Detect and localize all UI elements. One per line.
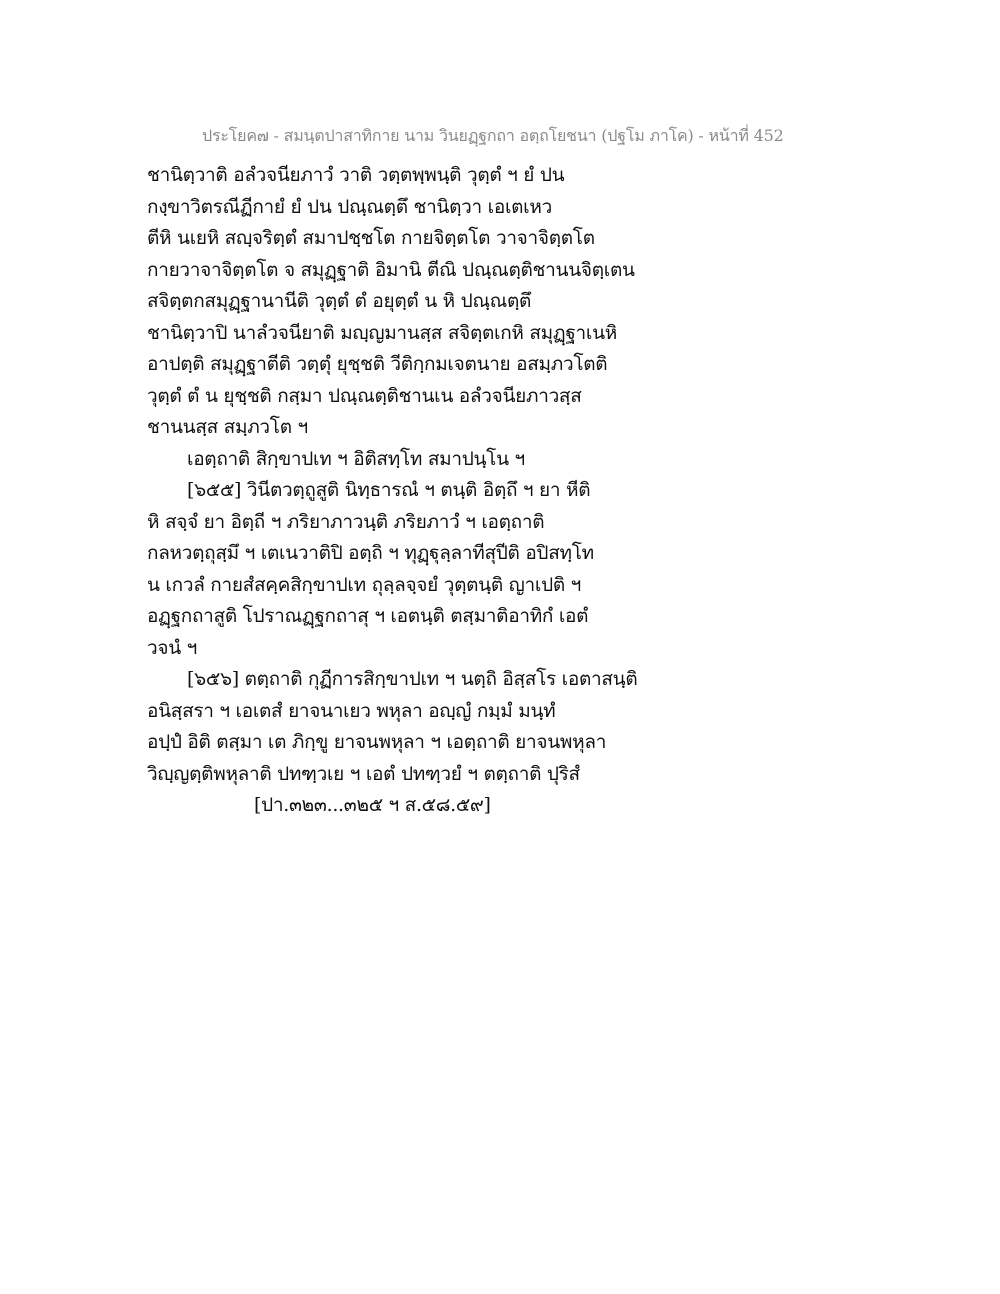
text-line: กงฺขาวิตรณีฏีกายํ ยํ ปน ปณฺณตฺตึ ชานิตฺวา เอเตเหว (147, 195, 552, 218)
text-line: หิ สจฺจํ ยา อิตฺถี ฯ ภริยาภาวนฺติ ภริยภาวํ ฯ เอตฺถาติ (147, 510, 545, 533)
page-body (147, 160, 667, 822)
text-line: อปฺปํ อิติ ตสฺมา เต ภิกฺขู ยาจนพหุลา ฯ เอตฺถาติ ยาจนพหุลา (147, 731, 607, 753)
running-header: ประโยค๗ - สมนฺตปาสาทิกาย นาม วินยฏฺฐกถา อตฺถโยชนา (ปฐโม ภาโค) - หน้าที่ 452 (202, 126, 784, 145)
text-line: วุตฺตํ ตํ น ยุชฺชติ กสฺมา ปณฺณตฺติชานเน อลํวจนียภาวสฺส (147, 384, 582, 407)
text-line: ชานิตฺวาติ อลํวจนียภาวํ วาติ วตฺตพฺพนฺติ วุตฺตํ ฯ ยํ ปน (147, 164, 565, 186)
reference-footnote: [ปา.๓๒๓...๓๒๕ ฯ ส.๕๘.๕๙] (254, 794, 491, 816)
text-line: วจนํ ฯ (147, 636, 197, 659)
text-line: สจิตฺตกสมุฏฺฐานานีติ วุตฺตํ ตํ อยุตฺตํ น หิ ปณฺณตฺตึ (147, 290, 532, 312)
paragraph-655-start: [๖๕๕] วินีตวตฺถูสูติ นิทฺธารณํ ฯ ตนฺติ อิตฺถึ ฯ ยา หีติ (187, 479, 591, 501)
text-line: อนิสฺสรา ฯ เอเตสํ ยาจนาเยว พหุลา อญฺญํ กมฺมํ มนฺทํ (147, 699, 556, 722)
text-line: อาปตฺติ สมุฏฺฐาตีติ วตฺตุํ ยุชฺชติ วีติกฺกมเจตนาย อสมฺภวโตติ (147, 353, 608, 375)
text-line: ชานิตฺวาปิ นาลํวจนียาติ มญฺญมานสฺส สจิตฺตเกหิ สมุฏฺฐาเนหิ (147, 321, 618, 344)
text-line: ตีหิ นเยหิ สญฺจริตฺตํ สมาปชฺชโต กายจิตฺตโต วาจาจิตฺตโต (147, 227, 595, 249)
text-line: วิญฺญตฺติพหุลาติ ปทฑฺวเย ฯ เอตํ ปทฑฺวยํ ฯ ตตฺถาติ ปุริสํ (147, 762, 580, 785)
text-line: น เกวลํ กายสํสคฺคสิกฺขาปเท ถุลฺลจฺจยํ วุตฺตนฺติ ญาเปติ ฯ (147, 573, 581, 596)
text-line: เอตฺถาติ สิกฺขาปเท ฯ อิติสทฺโท สมาปนฺโน ฯ (187, 447, 525, 470)
text-line: ชานนสฺส สมฺภวโต ฯ (147, 416, 308, 438)
paragraph-656-start: [๖๕๖] ตตฺถาติ กุฏีการสิกฺขาปเท ฯ นตฺถิ อิสฺสโร เอตาสนฺติ (187, 668, 638, 690)
text-line: กลหวตฺถุสฺมึ ฯ เตเนวาติปิ อตฺถิ ฯ ทุฏฺฐุลฺลาทีสุปีติ อปิสทฺโท (147, 542, 594, 564)
text-line: กายวาจาจิตฺตโต จ สมุฏฺฐาติ อิมานิ ตีณิ ปณฺณตฺติชานนจิตฺเตน (147, 258, 635, 281)
text-line: อฏฺฐกถาสูติ โปราณฏฺฐกถาสุ ฯ เอตนฺติ ตสฺมาติอาทิกํ เอตํ (147, 605, 589, 627)
